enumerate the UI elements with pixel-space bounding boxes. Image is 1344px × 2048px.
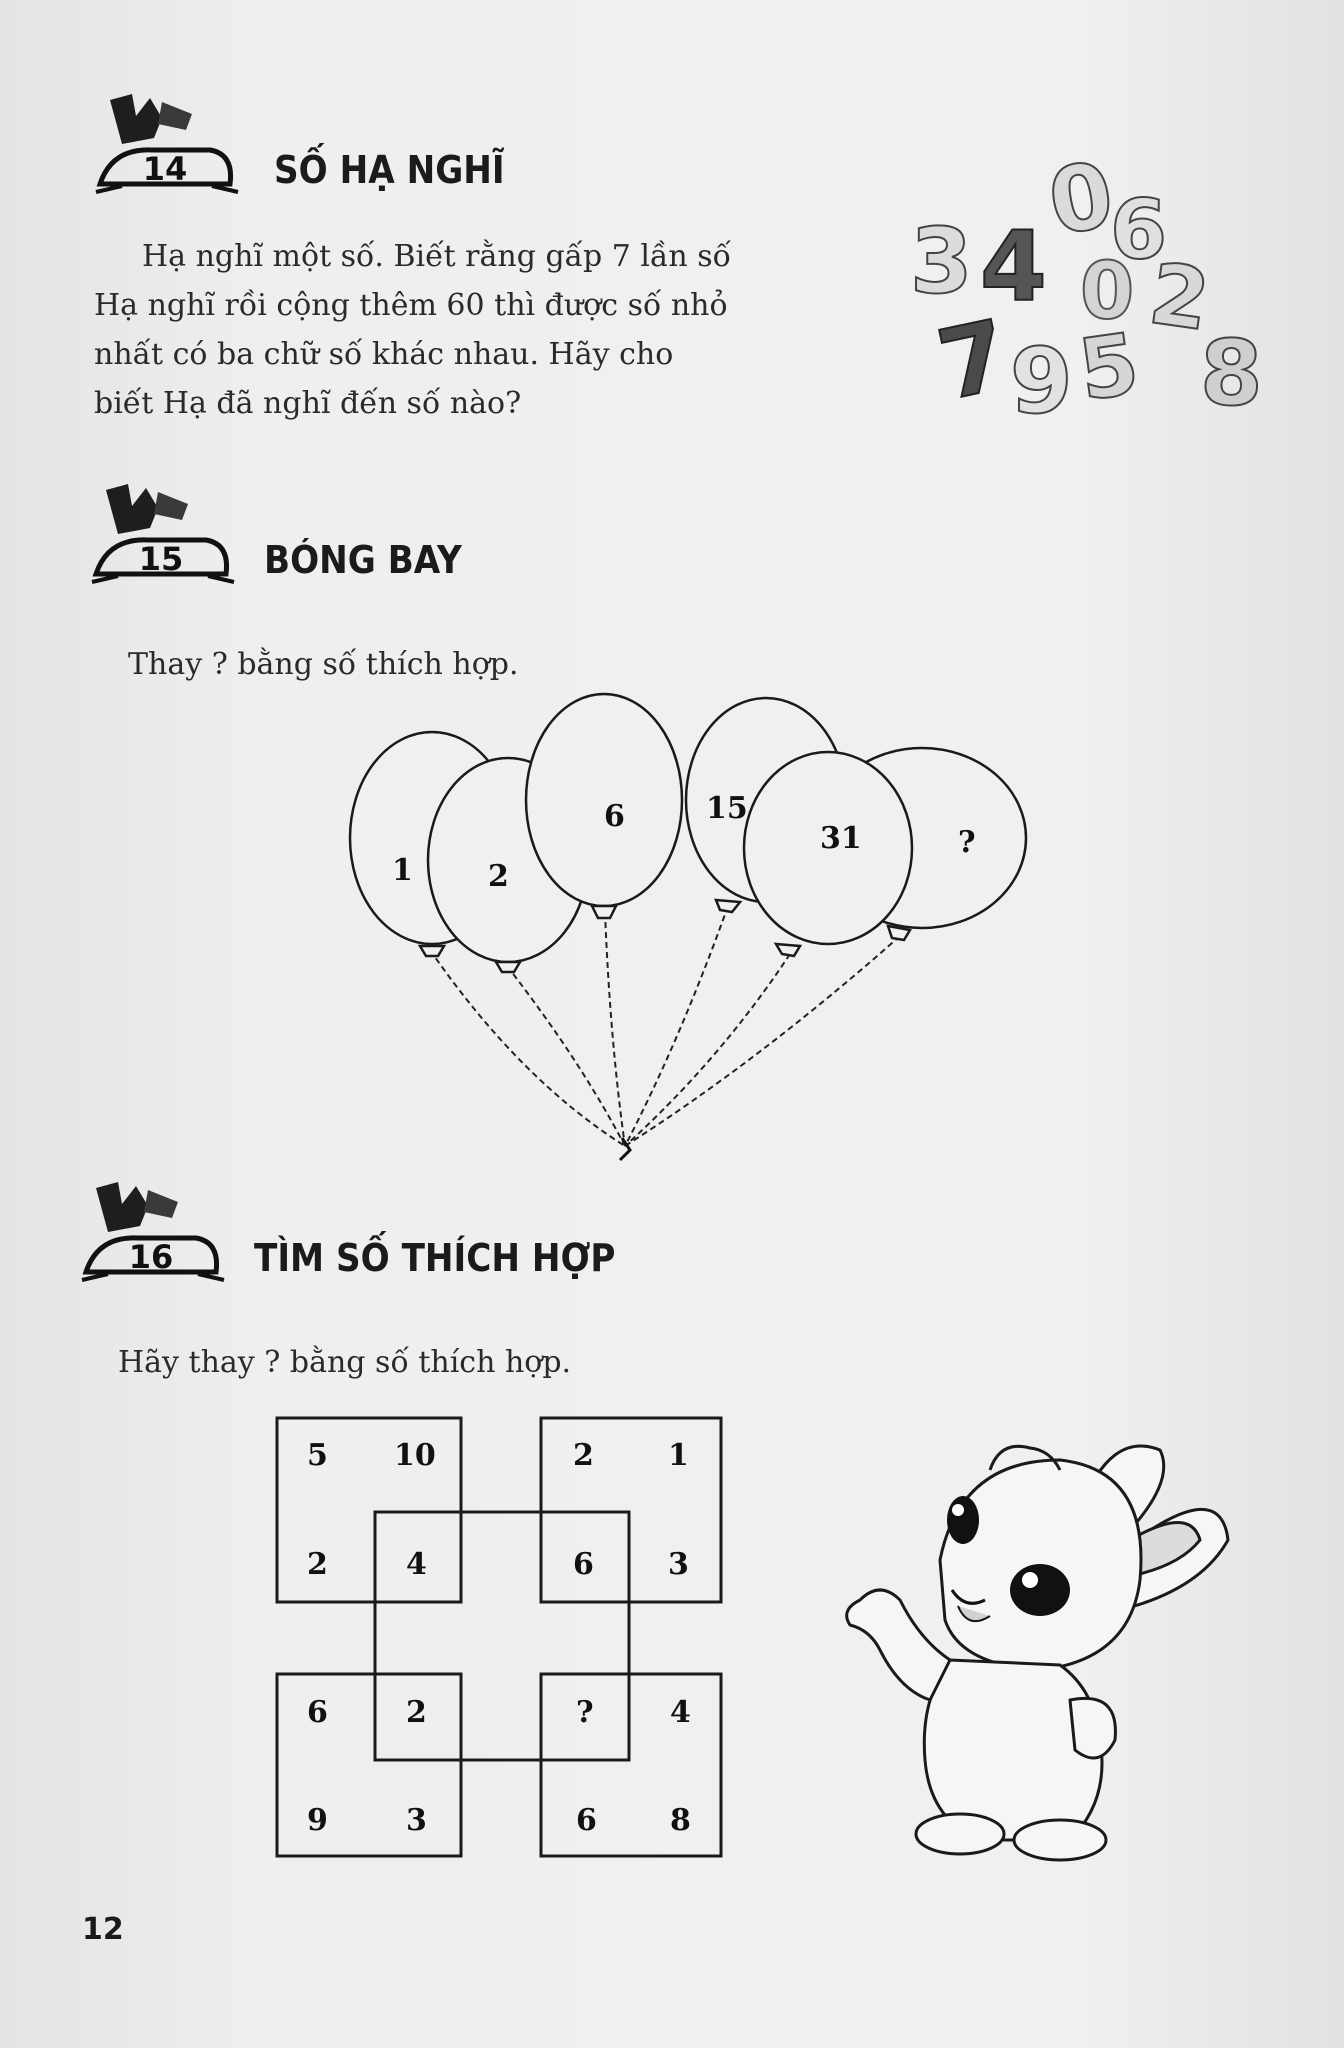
decor-digit: 0	[1080, 247, 1135, 337]
grid-cell: 8	[670, 1803, 691, 1838]
decor-digit: 6	[1110, 183, 1168, 278]
grid-cell: 6	[573, 1547, 594, 1582]
grid-cell: 2	[307, 1547, 328, 1582]
section-15-instruction: Thay ? bằng số thích hợp.	[128, 647, 519, 682]
grid-cell: 6	[307, 1695, 328, 1730]
section-title: BÓNG BAY	[264, 538, 462, 582]
text-line: nhất có ba chữ số khác nhau. Hãy cho	[94, 337, 674, 372]
decor-digit: 2	[1143, 244, 1216, 350]
grid-cell: 2	[573, 1438, 594, 1473]
balloon-number: 6	[604, 799, 625, 834]
text-line: biết Hạ đã nghĩ đến số nào?	[94, 386, 522, 421]
text-line: Hạ nghĩ một số. Biết rằng gấp 7 lần số	[142, 239, 731, 274]
balloon-number: 31	[820, 821, 862, 856]
page-number: 12	[82, 1912, 124, 1947]
grid-cell: 4	[670, 1695, 691, 1730]
decor-digit: 5	[1073, 314, 1145, 420]
section-16-instruction: Hãy thay ? bằng số thích hợp.	[118, 1345, 572, 1380]
decor-digit: 8	[1200, 321, 1263, 426]
grid-cell: 4	[406, 1547, 427, 1582]
section-number: 15	[138, 540, 184, 578]
balloon-number: ?	[958, 825, 976, 860]
section-title: TÌM SỐ THÍCH HỢP	[254, 1236, 616, 1280]
grid-cell: 5	[307, 1438, 328, 1473]
balloon-number: 2	[488, 859, 509, 894]
grid-cell: ?	[576, 1695, 594, 1730]
decor-digit: 9	[1010, 329, 1073, 434]
grid-cell: 9	[307, 1803, 328, 1838]
balloon-number: 15	[706, 791, 748, 826]
text-line: Hạ nghĩ rồi cộng thêm 60 thì được số nhỏ	[94, 288, 728, 323]
grid-cell: 1	[668, 1438, 689, 1473]
grid-cell: 10	[394, 1438, 436, 1473]
balloon-number: 1	[392, 853, 413, 888]
grid-cell: 2	[406, 1695, 427, 1730]
decor-digit: 7	[929, 298, 1018, 423]
section-number: 14	[142, 150, 188, 188]
grid-cell: 3	[406, 1803, 427, 1838]
grid-cell: 6	[576, 1803, 597, 1838]
grid-cell: 3	[668, 1547, 689, 1582]
decor-digit: 3	[910, 209, 973, 314]
decor-digit: 0	[1041, 142, 1122, 257]
decor-digit: 4	[980, 211, 1047, 323]
section-title: SỐ HẠ NGHĨ	[274, 148, 505, 192]
section-number: 16	[128, 1238, 174, 1276]
